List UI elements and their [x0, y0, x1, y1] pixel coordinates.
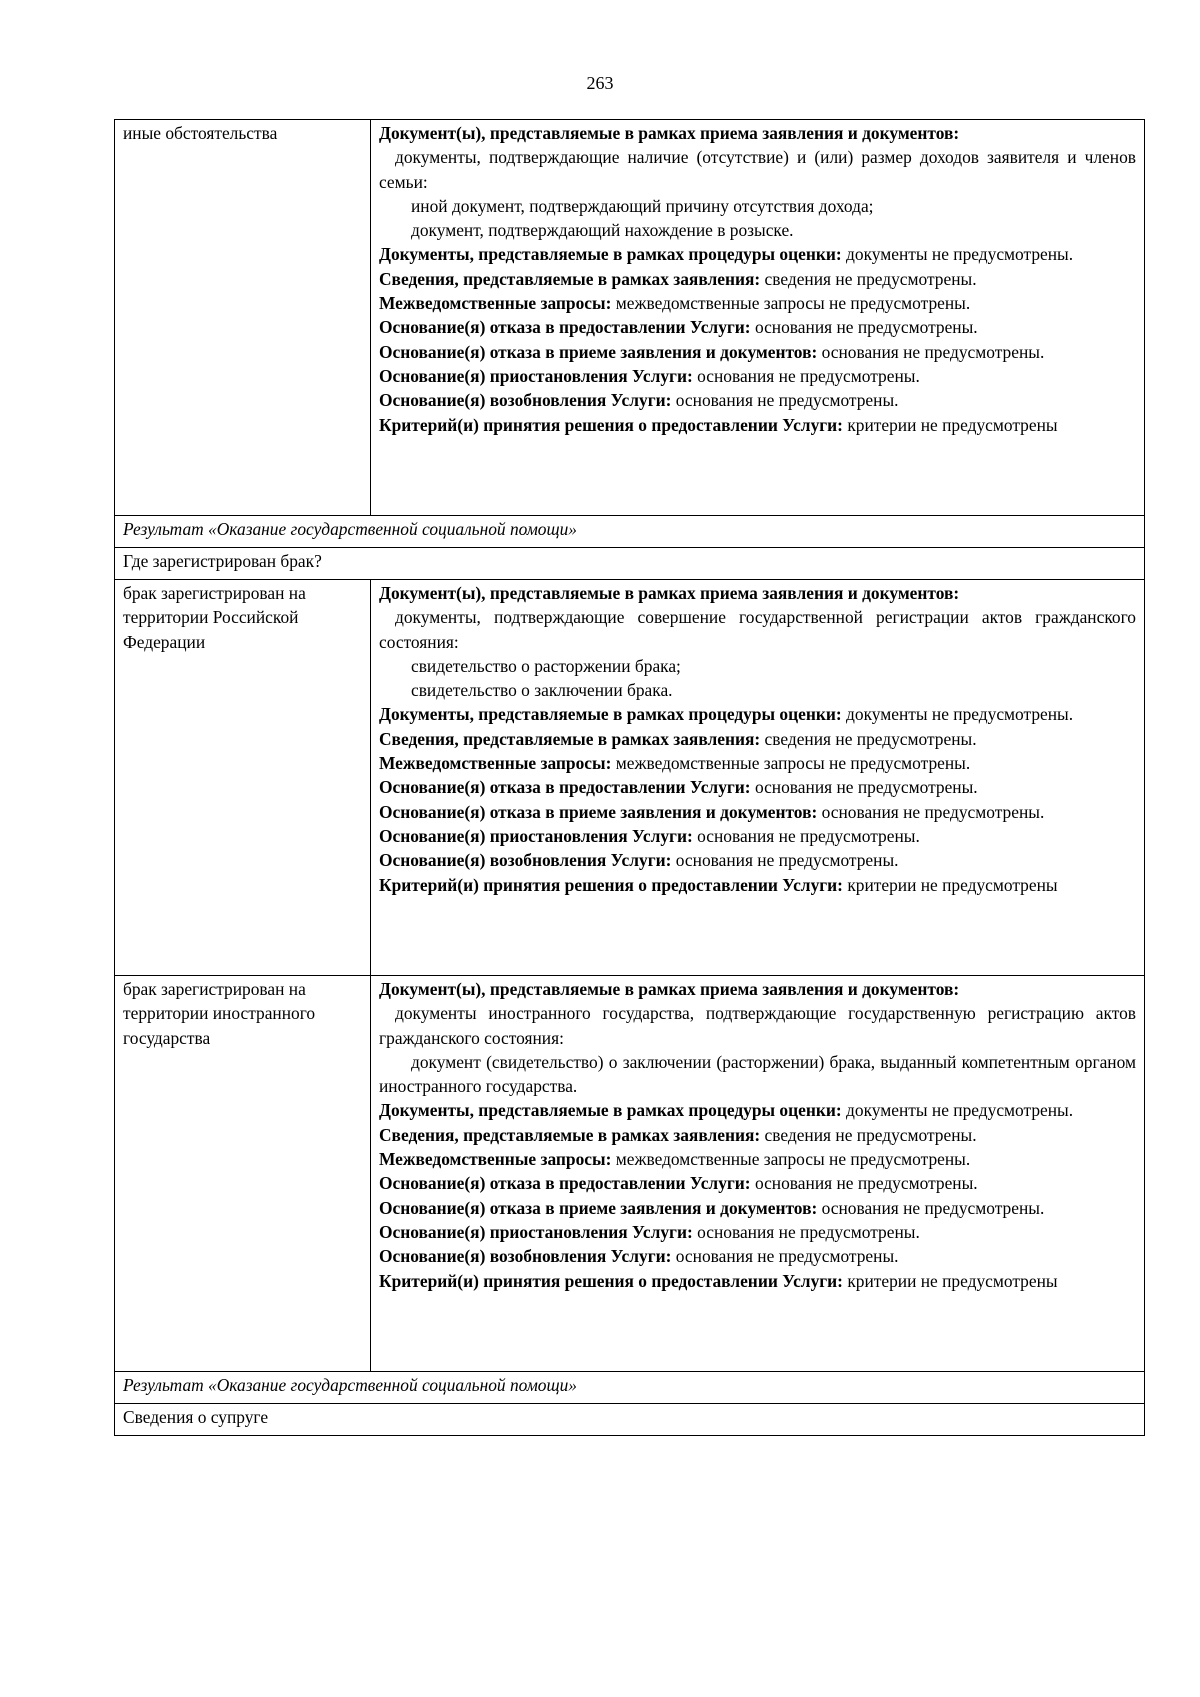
detail-heading	[379, 364, 1136, 388]
detail-heading	[379, 1220, 1136, 1244]
details-cell	[371, 580, 1145, 976]
detail-heading	[379, 1123, 1136, 1147]
detail-label: Сведения, представляемые в рамках заявления:	[379, 728, 761, 749]
detail-text: основания не предусмотрены.	[671, 390, 899, 411]
detail-heading	[379, 291, 1136, 315]
detail-item	[379, 1050, 1136, 1099]
condition-cell: брак зарегистрирован на территории иностранного государства	[115, 976, 371, 1372]
details-cell	[371, 976, 1145, 1372]
detail-heading	[379, 775, 1136, 799]
detail-text: документ, подтверждающий нахождение в розыске.	[411, 220, 794, 241]
detail-heading	[379, 727, 1136, 751]
table-row	[115, 580, 1145, 976]
detail-text: сведения не предусмотрены.	[760, 728, 977, 749]
detail-heading	[379, 267, 1136, 291]
detail-label: Основание(я) отказа в приеме заявления и документов:	[379, 801, 818, 822]
service-table	[114, 119, 1145, 1436]
detail-text: документы, подтверждающие совершение государственной регистрации актов гражданского состояния:	[379, 607, 1136, 652]
detail-item	[379, 1001, 1136, 1050]
detail-heading	[379, 1244, 1136, 1268]
detail-label: Сведения, представляемые в рамках заявления:	[379, 1124, 761, 1145]
detail-heading	[379, 873, 1136, 897]
detail-text: межведомственные запросы не предусмотрены.	[611, 293, 971, 314]
page-number: 263	[586, 73, 614, 93]
detail-text: критерии не предусмотрены	[842, 414, 1058, 435]
detail-label: Межведомственные запросы:	[379, 753, 612, 774]
result-row: Результат «Оказание государственной социальной помощи»	[115, 516, 1145, 548]
detail-heading	[379, 1147, 1136, 1171]
detail-label: Документы, представляемые в рамках процедуры оценки:	[379, 244, 842, 265]
detail-label: Критерий(и) принятия решения о предоставлении Услуги:	[379, 1270, 843, 1291]
detail-text: основания не предусмотрены.	[750, 777, 978, 798]
detail-label: Документы, представляемые в рамках процедуры оценки:	[379, 704, 842, 725]
detail-text: свидетельство о расторжении брака;	[411, 655, 681, 676]
detail-text: основания не предусмотрены.	[817, 341, 1045, 362]
detail-text: основания не предусмотрены.	[817, 1197, 1045, 1218]
detail-text: критерии не предусмотрены	[842, 1270, 1058, 1291]
detail-text: основания не предусмотрены.	[692, 825, 920, 846]
detail-text: свидетельство о заключении брака.	[411, 680, 673, 701]
detail-item	[379, 678, 1136, 702]
detail-heading	[379, 413, 1136, 437]
detail-text: документы не предусмотрены.	[841, 704, 1074, 725]
detail-heading	[379, 702, 1136, 726]
table-row	[115, 120, 1145, 516]
detail-heading	[379, 121, 1136, 145]
question-row: Где зарегистрирован брак?	[115, 548, 1145, 580]
detail-heading	[379, 340, 1136, 364]
table-row	[115, 516, 1145, 548]
detail-text: документы иностранного государства, подтверждающие государственную регистрацию актов гражданского состояния:	[379, 1003, 1136, 1048]
detail-label: Основание(я) приостановления Услуги:	[379, 365, 693, 386]
detail-heading	[379, 800, 1136, 824]
detail-text: документы не предусмотрены.	[841, 1100, 1074, 1121]
detail-label: Основание(я) отказа в приеме заявления и документов:	[379, 341, 818, 362]
detail-label: Основание(я) отказа в приеме заявления и документов:	[379, 1197, 818, 1218]
detail-label: Основание(я) отказа в предоставлении Услуги:	[379, 317, 751, 338]
detail-text: основания не предусмотрены.	[671, 850, 899, 871]
detail-label: Основание(я) возобновления Услуги:	[379, 850, 672, 871]
detail-text: сведения не предусмотрены.	[760, 268, 977, 289]
detail-heading	[379, 1098, 1136, 1122]
detail-text: иной документ, подтверждающий причину отсутствия дохода;	[411, 195, 874, 216]
detail-label: Документы, представляемые в рамках процедуры оценки:	[379, 1100, 842, 1121]
detail-label: Основание(я) отказа в предоставлении Услуги:	[379, 1173, 751, 1194]
detail-label: Основание(я) возобновления Услуги:	[379, 390, 672, 411]
detail-text: основания не предусмотрены.	[750, 1173, 978, 1194]
detail-text: основания не предусмотрены.	[817, 801, 1045, 822]
detail-heading	[379, 751, 1136, 775]
detail-heading	[379, 848, 1136, 872]
condition-cell: иные обстоятельства	[115, 120, 371, 516]
detail-text: основания не предусмотрены.	[692, 365, 920, 386]
detail-heading	[379, 242, 1136, 266]
detail-label: Основание(я) возобновления Услуги:	[379, 1246, 672, 1267]
detail-heading	[379, 315, 1136, 339]
detail-heading	[379, 1171, 1136, 1195]
detail-item	[379, 605, 1136, 654]
condition-cell: брак зарегистрирован на территории Российской Федерации	[115, 580, 371, 976]
detail-heading	[379, 824, 1136, 848]
detail-label: Критерий(и) принятия решения о предоставлении Услуги:	[379, 414, 843, 435]
detail-text: критерии не предусмотрены	[842, 874, 1058, 895]
table-row	[115, 548, 1145, 580]
detail-heading	[379, 1196, 1136, 1220]
detail-label: Основание(я) отказа в предоставлении Услуги:	[379, 777, 751, 798]
detail-item	[379, 218, 1136, 242]
detail-label: Документ(ы), представляемые в рамках приема заявления и документов:	[379, 979, 960, 999]
detail-label: Основание(я) приостановления Услуги:	[379, 825, 693, 846]
detail-text: документы не предусмотрены.	[841, 244, 1074, 265]
detail-item	[379, 145, 1136, 194]
detail-item	[379, 654, 1136, 678]
detail-text: документ (свидетельство) о заключении (расторжении) брака, выданный компетентным органом иностранного государства.	[379, 1051, 1136, 1097]
table-row	[115, 1372, 1145, 1404]
detail-heading	[379, 1269, 1136, 1293]
detail-label: Основание(я) приостановления Услуги:	[379, 1221, 693, 1242]
question-row: Сведения о супруге	[115, 1404, 1145, 1436]
detail-text: межведомственные запросы не предусмотрены.	[611, 1149, 971, 1170]
detail-heading	[379, 977, 1136, 1001]
detail-label: Документ(ы), представляемые в рамках приема заявления и документов:	[379, 583, 960, 603]
detail-label: Межведомственные запросы:	[379, 293, 612, 314]
table-row	[115, 976, 1145, 1372]
detail-text: основания не предусмотрены.	[692, 1221, 920, 1242]
detail-text: сведения не предусмотрены.	[760, 1124, 977, 1145]
details-cell	[371, 120, 1145, 516]
detail-label: Документ(ы), представляемые в рамках приема заявления и документов:	[379, 123, 960, 143]
detail-label: Критерий(и) принятия решения о предоставлении Услуги:	[379, 874, 843, 895]
table-row	[115, 1404, 1145, 1436]
detail-text: основания не предусмотрены.	[671, 1246, 899, 1267]
detail-label: Межведомственные запросы:	[379, 1149, 612, 1170]
detail-item	[379, 194, 1136, 218]
result-row: Результат «Оказание государственной социальной помощи»	[115, 1372, 1145, 1404]
detail-text: межведомственные запросы не предусмотрены.	[611, 753, 971, 774]
detail-text: документы, подтверждающие наличие (отсутствие) и (или) размер доходов заявителя и членов семьи:	[379, 147, 1136, 192]
detail-label: Сведения, представляемые в рамках заявления:	[379, 268, 761, 289]
detail-heading	[379, 581, 1136, 605]
detail-text: основания не предусмотрены.	[750, 317, 978, 338]
detail-heading	[379, 388, 1136, 412]
